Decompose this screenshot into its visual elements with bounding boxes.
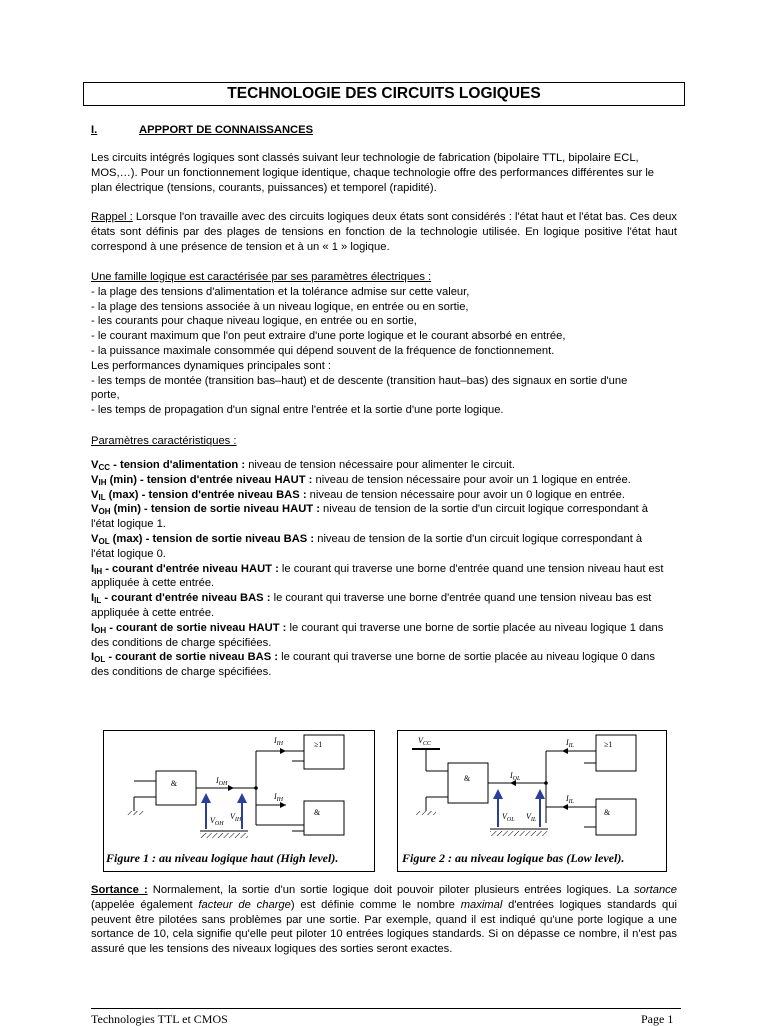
- dyn-heading: Les performances dynamiques principales sont :: [91, 359, 332, 372]
- famille-heading: Une famille logique est caractérisée par ses paramètres électriques :: [91, 271, 432, 283]
- figure-2-diagram: [398, 731, 666, 871]
- param-text: niveau de tension nécessaire pour alimenter le circuit.: [245, 459, 515, 471]
- page-title: TECHNOLOGIE DES CIRCUITS LOGIQUES: [83, 82, 685, 106]
- label-voh: $V_{OH}$: [210, 816, 224, 827]
- param-iol: [91, 650, 671, 680]
- figure-1-caption: Figure 1 : au niveau logique haut (High level).: [106, 851, 339, 865]
- params-heading: Paramètres caractéristiques :: [91, 435, 237, 447]
- param-vol: [91, 532, 651, 562]
- sortance-paragraph: Sortance : Normalement, la sortie d'un sortie logique doit pouvoir piloter plusieurs entrées logiques. La sortance (appelée également facteur de charge) est définie comme le nombre maximal d'entrées logiques standards qui peuvent être pilotées sans problèmes par une sortie. Par exemple, quand il est indiqué qu'une porte logique a une sortance de 10, cela signifie qu'elle peut piloter 10 entrées logiques standards. Si on dépasse ce nombre, il n'est pas assuré que les tensions des niveaux logiques des sorties seront exactes.: [91, 884, 677, 956]
- and-gate-receiver: [304, 801, 344, 835]
- label-iil: $I_{IL}$: [566, 738, 575, 749]
- arrow-vol: [493, 789, 503, 799]
- figure-2-caption: Figure 2 : au niveau logique bas (Low level).: [402, 851, 625, 865]
- param-symbol: $I_{IH}$ - courant d'entrée niveau HAUT :: [91, 562, 279, 576]
- param-symbol: $V_{OH}$ (min) - tension de sortie niveau HAUT :: [91, 503, 320, 517]
- and-gate-receiver-label: &: [314, 808, 321, 817]
- list-item: - la plage des tensions associée à un niveau logique, en entrée ou en sortie,: [91, 300, 469, 313]
- param-text: niveau de tension de la sortie d'un circuit logique correspondant à l'état logique 0.: [91, 532, 643, 560]
- param-iil: [91, 591, 671, 621]
- label-vih: $V_{IH}$: [230, 812, 242, 823]
- param-vih: [91, 473, 677, 488]
- figure-1-diagram: [104, 731, 374, 871]
- figure-1: [103, 730, 375, 872]
- sortance-label: Sortance :: [91, 884, 148, 896]
- param-text: le courant qui traverse une borne d'entrée quand une tension niveau bas est appliquée à cette entrée.: [91, 592, 652, 619]
- and-gate-driver: [156, 771, 196, 805]
- param-text: le courant qui traverse une borne de sortie placée au niveau logique 0 dans des conditions de charge spécifiées.: [91, 651, 655, 679]
- ground-symbol: [416, 811, 436, 815]
- param-iih: [91, 562, 671, 592]
- arrow-vil: [535, 789, 545, 799]
- param-symbol: $I_{IL}$ - courant d'entrée niveau BAS :: [91, 592, 271, 606]
- param-vcc: [91, 458, 591, 473]
- section-heading: [91, 123, 677, 138]
- list-item: - les temps de montée (transition bas–haut) et de descente (transition haut–bas) des signaux en sortie d'une porte,: [91, 374, 628, 402]
- label-vil: $V_{IL}$: [526, 812, 537, 823]
- list-item: - les temps de propagation d'un signal entre l'entrée et la sortie d'une porte logique.: [91, 404, 504, 417]
- or-gate-receiver: [304, 735, 344, 769]
- param-symbol: $I_{OH}$ - courant de sortie niveau HAUT :: [91, 621, 287, 635]
- famille-section: [91, 270, 677, 418]
- param-ioh: [91, 621, 671, 651]
- param-voh: [91, 502, 651, 532]
- param-symbol: $V_{OL}$ (max) - tension de sortie niveau BAS :: [91, 532, 315, 546]
- list-item: - les courants pour chaque niveau logique, en entrée ou en sortie,: [91, 315, 417, 328]
- rappel-paragraph: [91, 210, 677, 254]
- and-gate-driver: [448, 763, 488, 803]
- and-gate-label: &: [464, 774, 471, 783]
- param-symbol: $V_{IH}$ (min) - tension d'entrée niveau HAUT :: [91, 473, 313, 487]
- and-gate-receiver: [596, 799, 636, 835]
- section-number: I.: [91, 124, 98, 136]
- intro-paragraph: Les circuits intégrés logiques sont classés suivant leur technologie de fabrication (bipolaire TTL, bipolaire ECL, MOS,…). Pour un fonctionnement logique identique, chaque technologie offre des performances différentes sur le plan électrique (tensions, courants, puissances) et temporel (rapidité).: [91, 152, 655, 194]
- label-iih: $I_{IH}$: [274, 736, 284, 747]
- label-vol: $V_{OL}$: [502, 812, 515, 823]
- label-ioh: $I_{OH}$: [216, 776, 228, 787]
- params-list: [91, 458, 677, 680]
- label-iih-2: $I_{IH}$: [274, 792, 284, 803]
- list-item: - le courant maximum que l'on peut extraire d'une porte logique et le courant absorbé en entrée,: [91, 330, 566, 343]
- or-gate-label: ≥1: [314, 740, 323, 749]
- param-symbol: $V_{IL}$ (max) - tension d'entrée niveau BAS :: [91, 488, 307, 502]
- param-symbol: $V_{CC}$ - tension d'alimentation :: [91, 459, 246, 472]
- label-iol: $I_{OL}$: [510, 771, 521, 782]
- footer-left: Technologies TTL et CMOS: [91, 1012, 228, 1026]
- figure-2: [397, 730, 667, 872]
- label-vcc: $V_{CC}$: [418, 736, 431, 747]
- footer-divider: [91, 1008, 681, 1009]
- param-text: le courant qui traverse une borne d'entrée quand une tension niveau haut est appliquée à cette entrée.: [91, 562, 664, 590]
- param-text: niveau de tension nécessaire pour avoir un 0 logique en entrée.: [306, 488, 625, 501]
- footer-page-number: Page 1: [641, 1012, 674, 1026]
- label-iil-2: $I_{IL}$: [566, 794, 575, 805]
- param-text: niveau de tension de la sortie d'un circuit logique correspondant à l'état logique 1.: [91, 503, 648, 531]
- param-symbol: $I_{OL}$ - courant de sortie niveau BAS :: [91, 651, 279, 665]
- or-gate-label: ≥1: [604, 740, 613, 749]
- param-text: niveau de tension nécessaire pour avoir un 1 logique en entrée.: [312, 473, 631, 486]
- rappel-text: Lorsque l'on travaille avec des circuits logiques deux états sont considérés : l'état haut et l'état bas. Ces deux états sont définis par des plages de tensions en fonction de la technologie utilisée. En logique positive l'état haut correspond à une présence de tension et à un « 1 » logique.: [91, 211, 677, 253]
- ground-symbol: [490, 831, 548, 836]
- arrow-voh: [201, 793, 211, 803]
- list-item: - la puissance maximale consommée qui dépend souvent de la fréquence de fonctionnement.: [91, 344, 555, 357]
- arrow-vih: [237, 793, 247, 803]
- param-text: le courant qui traverse une borne de sortie placée au niveau logique 1 dans des conditions de charge spécifiées.: [91, 621, 664, 649]
- ground-symbol: [200, 833, 248, 838]
- rappel-label: Rappel :: [91, 211, 133, 223]
- param-vil: [91, 488, 677, 503]
- section-title: APPPORT DE CONNAISSANCES: [139, 124, 314, 136]
- list-item: - la plage des tensions d'alimentation et la tolérance admise sur cette valeur,: [91, 285, 470, 298]
- and-gate-label: &: [170, 779, 178, 788]
- ground-symbol: [126, 811, 144, 815]
- and-gate-receiver-label: &: [604, 808, 611, 817]
- or-gate-receiver: [596, 735, 636, 771]
